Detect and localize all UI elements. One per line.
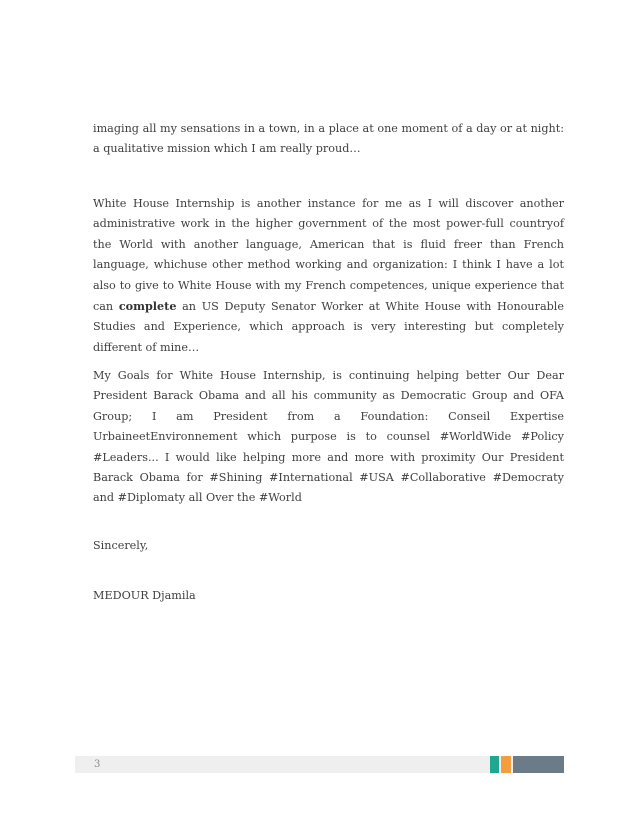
paragraph-goals: My Goals for White House Internship, is continuing helping better Our Dear President Barack Obama and all his community as Democratic Group and OFA Group; I am President from a Foundation: Conseil Expertise UrbaineetEnvironnement which purpose is to counsel #WorldWide #Policy #Leaders... I would like helping more and more with proximity Our President Barack Obama for #Shining #International #USA #Collaborative #Democraty and #Diplomaty all Over the #World — [93, 369, 564, 505]
signature-name: MEDOUR Djamila — [93, 589, 196, 602]
paragraph-intro-continuation: imaging all my sensations in a town, in a place at one moment of a day or at night: a qualitative mission which I am really proud… — [93, 122, 564, 156]
footer-accent-teal-block — [490, 756, 499, 773]
paragraph-text-before-bold: White House Internship is another instance for me as I will discover another administrative work in the higher government of the most power-full countryof the World with another language, American that is fluid freer than French language, whichuse other method working and organization: I think I have a lot also to give to White House with my French competences, unique experience that can — [93, 197, 564, 314]
page-number: 3 — [94, 759, 101, 770]
footer-accent-orange-block — [501, 756, 511, 773]
closing-salutation: Sincerely, — [93, 539, 149, 552]
footer-accent-slate-block — [513, 756, 564, 773]
paragraph-internship-discovery — [93, 194, 564, 358]
bold-word-complete: complete — [118, 299, 177, 314]
paragraph-text-after-bold: an US Deputy Senator Worker at White House with Honourable Studies and Experience, which approach is very interesting but completely different of mine… — [93, 300, 564, 354]
